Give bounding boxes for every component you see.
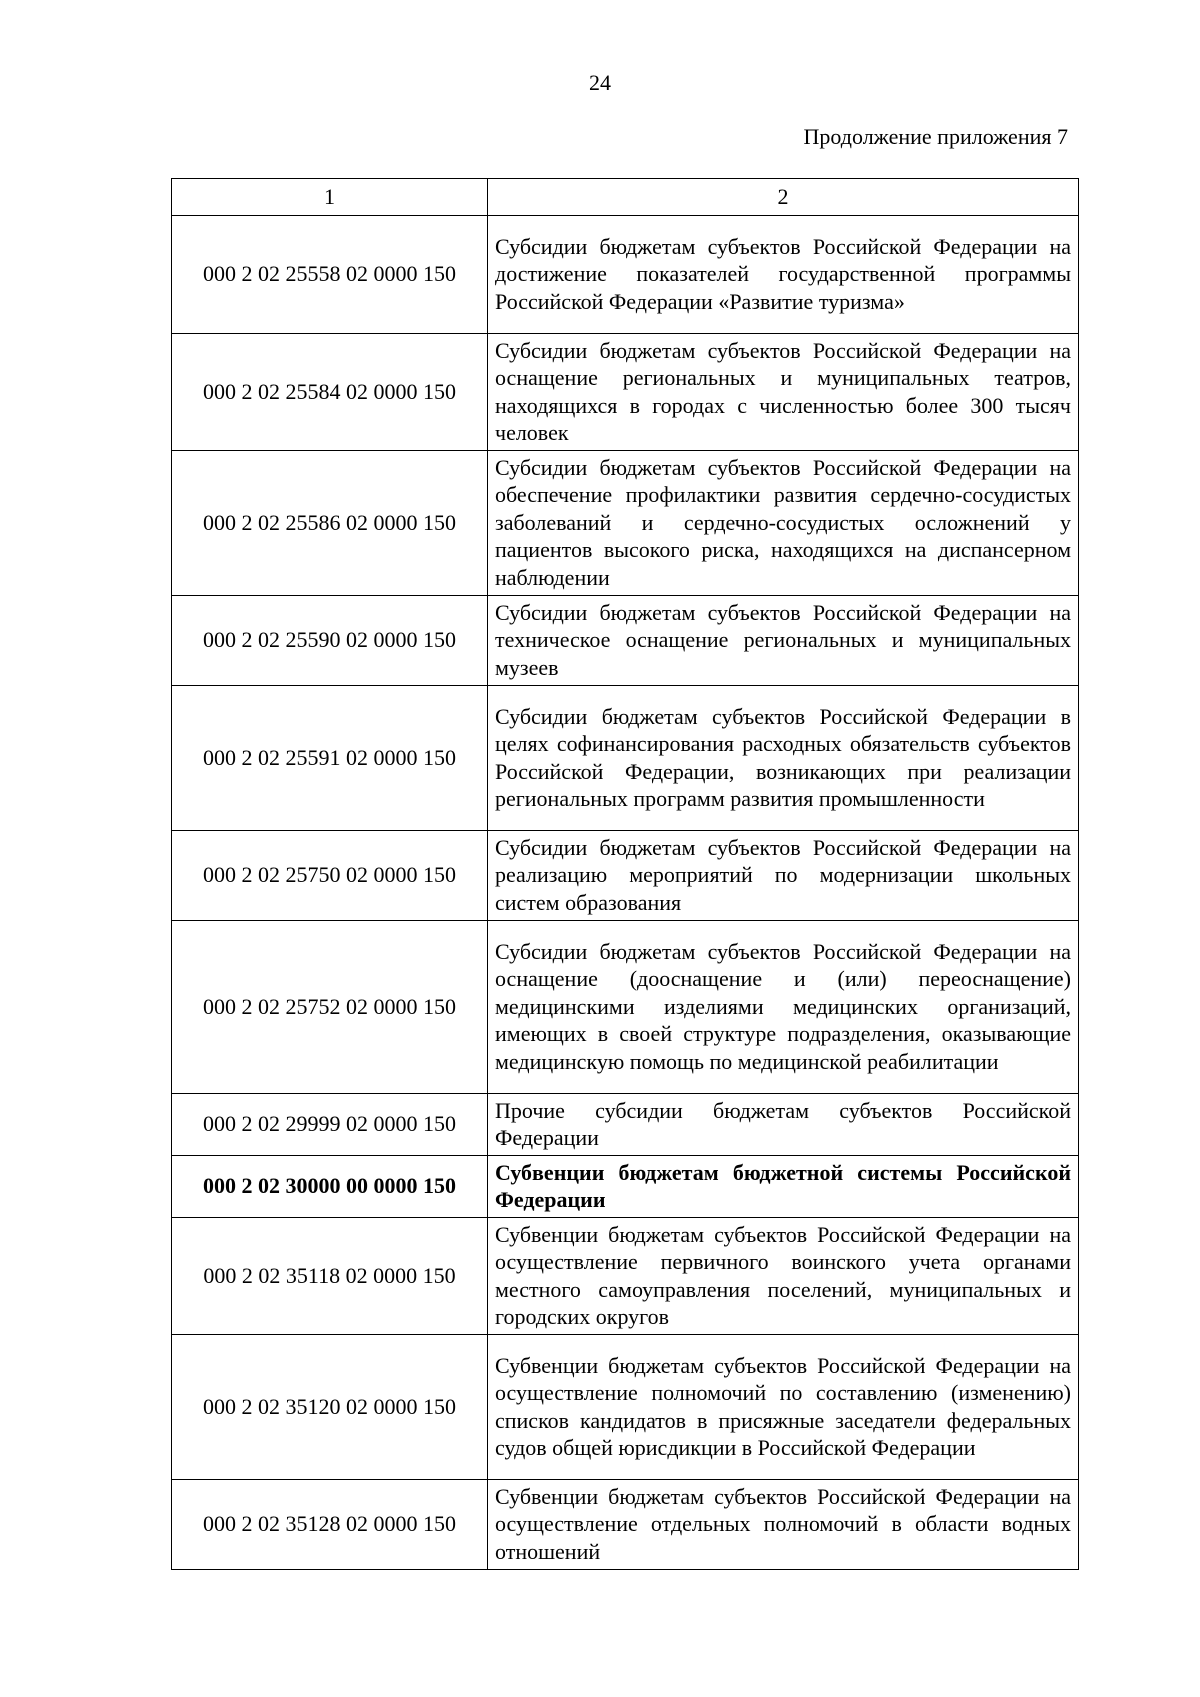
- income-description: Субвенции бюджетам субъектов Российской Федерации на осуществление отдельных полномочий в области водных отношений: [488, 1479, 1079, 1569]
- appendix-continuation-label: Продолжение приложения 7: [803, 124, 1068, 149]
- budget-classification-table: [171, 178, 1079, 1570]
- table-row: [172, 450, 1079, 595]
- budget-code: 000 2 02 25750 02 0000 150: [172, 830, 488, 920]
- table-row: [172, 215, 1079, 333]
- income-description: Прочие субсидии бюджетам субъектов Российской Федерации: [488, 1093, 1079, 1155]
- budget-code: 000 2 02 25558 02 0000 150: [172, 215, 488, 333]
- table-row-section-heading: [172, 1155, 1079, 1217]
- column-number-2: 2: [488, 179, 1079, 216]
- budget-code: 000 2 02 25590 02 0000 150: [172, 595, 488, 685]
- income-description: Субвенции бюджетам субъектов Российской Федерации на осуществление первичного воинского учета органами местного самоуправления поселений, муниципальных и городских округов: [488, 1217, 1079, 1334]
- table-row: [172, 1217, 1079, 1334]
- budget-code: 000 2 02 25752 02 0000 150: [172, 920, 488, 1093]
- table-row: [172, 830, 1079, 920]
- table-row: [172, 333, 1079, 450]
- page-number: 24: [589, 70, 611, 95]
- table-row: [172, 1479, 1079, 1569]
- budget-code: 000 2 02 25586 02 0000 150: [172, 450, 488, 595]
- income-description: Субвенции бюджетам субъектов Российской Федерации на осуществление полномочий по составлению (изменению) списков кандидатов в присяжные заседатели федеральных судов общей юрисдикции в Российской Федерации: [488, 1334, 1079, 1479]
- budget-code: 000 2 02 25584 02 0000 150: [172, 333, 488, 450]
- income-description: Субсидии бюджетам субъектов Российской Федерации на оснащение (дооснащение и (или) переоснащение) медицинскими изделиями медицинских организаций, имеющих в своей структуре подразделения, оказывающие медицинскую помощь по медицинской реабилитации: [488, 920, 1079, 1093]
- budget-code: 000 2 02 30000 00 0000 150: [172, 1155, 488, 1217]
- income-description: Субсидии бюджетам субъектов Российской Федерации на достижение показателей государственной программы Российской Федерации «Развитие туризма»: [488, 215, 1079, 333]
- income-description: Субвенции бюджетам бюджетной системы Российской Федерации: [488, 1155, 1079, 1217]
- table-header-row: [172, 179, 1079, 216]
- budget-code: 000 2 02 25591 02 0000 150: [172, 685, 488, 830]
- income-description: Субсидии бюджетам субъектов Российской Федерации на реализацию мероприятий по модернизации школьных систем образования: [488, 830, 1079, 920]
- income-description: Субсидии бюджетам субъектов Российской Федерации на обеспечение профилактики развития сердечно-сосудистых заболеваний и сердечно-сосудистых осложнений у пациентов высокого риска, находящихся на диспансерном наблюдении: [488, 450, 1079, 595]
- budget-code: 000 2 02 35128 02 0000 150: [172, 1479, 488, 1569]
- budget-code: 000 2 02 35118 02 0000 150: [172, 1217, 488, 1334]
- income-description: Субсидии бюджетам субъектов Российской Федерации в целях софинансирования расходных обязательств субъектов Российской Федерации, возникающих при реализации региональных программ развития промышленности: [488, 685, 1079, 830]
- income-description: Субсидии бюджетам субъектов Российской Федерации на оснащение региональных и муниципальных театров, находящихся в городах с численностью более 300 тысяч человек: [488, 333, 1079, 450]
- table-row: [172, 1093, 1079, 1155]
- table-row: [172, 920, 1079, 1093]
- budget-code: 000 2 02 29999 02 0000 150: [172, 1093, 488, 1155]
- table-row: [172, 595, 1079, 685]
- table-row: [172, 1334, 1079, 1479]
- income-description: Субсидии бюджетам субъектов Российской Федерации на техническое оснащение региональных и муниципальных музеев: [488, 595, 1079, 685]
- column-number-1: 1: [172, 179, 488, 216]
- budget-code: 000 2 02 35120 02 0000 150: [172, 1334, 488, 1479]
- table-row: [172, 685, 1079, 830]
